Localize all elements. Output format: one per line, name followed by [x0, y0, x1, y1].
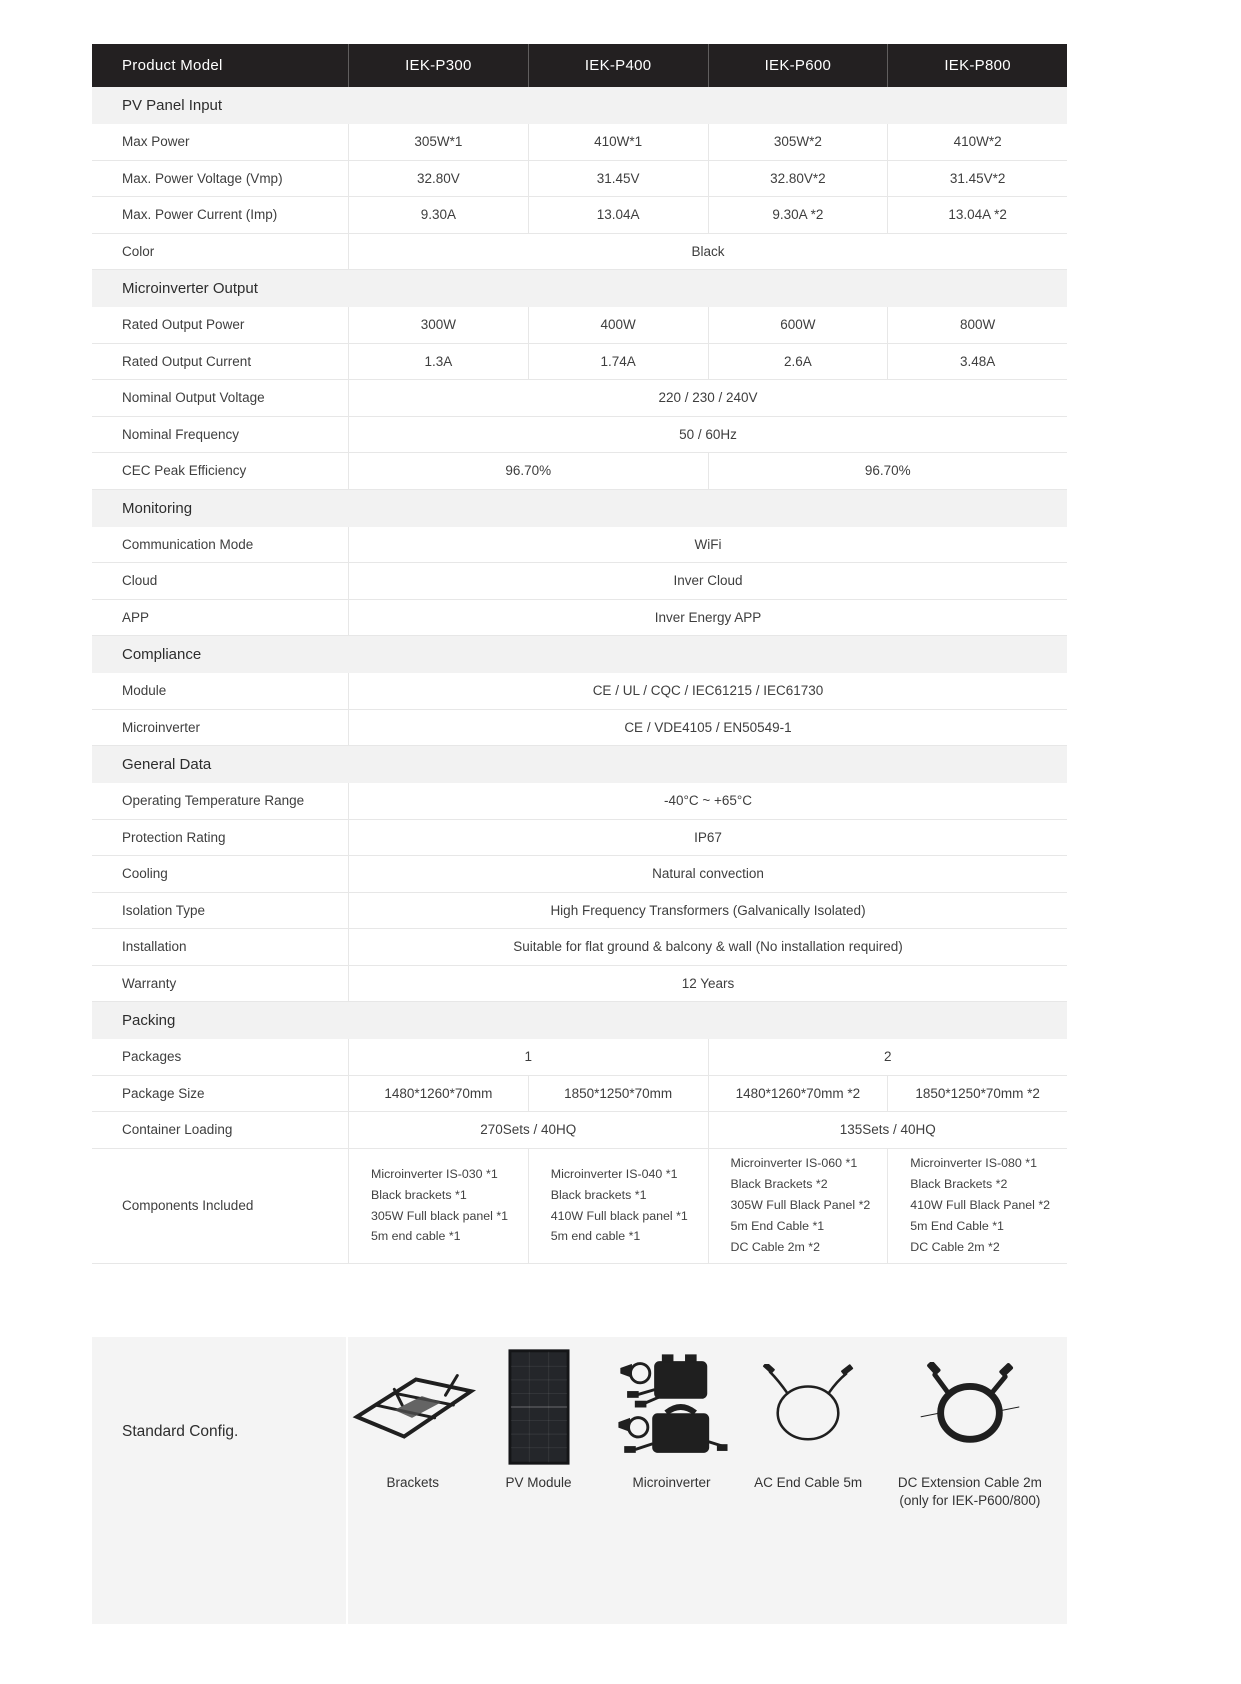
component-line: Microinverter IS-030 *1	[371, 1166, 498, 1181]
standard-config-section	[92, 1337, 1067, 1624]
spec-value-max-power-voltage-vmp-1: 31.45V	[528, 161, 708, 198]
section-header-compliance: Compliance	[92, 636, 1067, 673]
row-label-max-power-current-imp: Max. Power Current (Imp)	[92, 197, 348, 234]
component-line: Microinverter IS-080 *1	[910, 1156, 1037, 1171]
pv-module-icon	[508, 1345, 570, 1469]
component-line: Microinverter IS-060 *1	[730, 1156, 858, 1171]
row-label-protection-rating: Protection Rating	[92, 820, 348, 857]
components-cell-components-included-3	[887, 1149, 1067, 1264]
row-label-nominal-frequency: Nominal Frequency	[92, 417, 348, 454]
spec-value-rated-output-current-3: 3.48A	[887, 344, 1067, 381]
spec-value-max-power-voltage-vmp-0: 32.80V	[348, 161, 528, 198]
spec-value-rated-output-power-1: 400W	[528, 307, 708, 344]
section-header-microinverter-output: Microinverter Output	[92, 270, 1067, 307]
spec-value-max-power-current-imp-3: 13.04A *2	[887, 197, 1067, 234]
microinverter-icon	[616, 1345, 728, 1469]
component-line: Black brackets *1	[371, 1187, 467, 1202]
spec-value-rated-output-current-1: 1.74A	[528, 344, 708, 381]
spec-value-max-power-voltage-vmp-2: 32.80V*2	[708, 161, 888, 198]
spec-value-microinverter-0: CE / VDE4105 / EN50549-1	[348, 710, 1067, 747]
spec-value-module-0: CE / UL / CQC / IEC61215 / IEC61730	[348, 673, 1067, 710]
spec-value-package-size-3: 1850*1250*70mm *2	[887, 1076, 1067, 1113]
config-item-caption: Microinverter	[632, 1475, 711, 1490]
row-label-isolation-type: Isolation Type	[92, 893, 348, 930]
spec-value-cloud-0: Inver Cloud	[348, 563, 1067, 600]
spec-value-operating-temperature-range-0: -40°C ~ +65°C	[348, 783, 1067, 820]
config-item-pv-module	[477, 1345, 599, 1490]
spec-value-nominal-output-voltage-0: 220 / 230 / 240V	[348, 380, 1067, 417]
spec-table	[92, 44, 1067, 1264]
components-cell-components-included-0	[348, 1149, 528, 1264]
spec-value-max-power-3: 410W*2	[887, 124, 1067, 161]
spec-value-nominal-frequency-0: 50 / 60Hz	[348, 417, 1067, 454]
row-label-cloud: Cloud	[92, 563, 348, 600]
component-line: 5m end cable *1	[550, 1229, 641, 1244]
row-label-color: Color	[92, 234, 348, 271]
row-label-communication-mode: Communication Mode	[92, 527, 348, 564]
row-label-warranty: Warranty	[92, 966, 348, 1003]
config-item-caption: Brackets	[386, 1475, 439, 1490]
brackets-icon	[349, 1345, 477, 1469]
row-label-rated-output-power: Rated Output Power	[92, 307, 348, 344]
spec-value-container-loading-0: 270Sets / 40HQ	[348, 1112, 708, 1149]
spec-value-isolation-type-0: High Frequency Transformers (Galvanically Isolated)	[348, 893, 1067, 930]
spec-value-rated-output-power-2: 600W	[708, 307, 888, 344]
spec-value-warranty-0: 12 Years	[348, 966, 1067, 1003]
spec-value-cec-peak-efficiency-0: 96.70%	[348, 453, 708, 490]
spec-value-package-size-0: 1480*1260*70mm	[348, 1076, 528, 1113]
section-header-monitoring: Monitoring	[92, 490, 1067, 527]
section-header-packing: Packing	[92, 1002, 1067, 1039]
row-label-operating-temperature-range: Operating Temperature Range	[92, 783, 348, 820]
spec-value-max-power-2: 305W*2	[708, 124, 888, 161]
config-item-caption: AC End Cable 5m	[754, 1475, 863, 1490]
row-label-packages: Packages	[92, 1039, 348, 1076]
spec-value-rated-output-current-0: 1.3A	[348, 344, 528, 381]
component-line: Black Brackets *2	[730, 1177, 828, 1192]
spec-value-package-size-1: 1850*1250*70mm	[528, 1076, 708, 1113]
component-line: 305W Full Black Panel *2	[730, 1198, 871, 1213]
config-item-microinverter	[600, 1345, 744, 1490]
component-line: DC Cable 2m *2	[910, 1239, 1000, 1254]
spec-value-max-power-voltage-vmp-3: 31.45V*2	[887, 161, 1067, 198]
config-item-caption: PV Module	[505, 1475, 572, 1490]
row-label-rated-output-current: Rated Output Current	[92, 344, 348, 381]
component-line: 410W Full Black Panel *2	[910, 1198, 1051, 1213]
spec-value-max-power-current-imp-0: 9.30A	[348, 197, 528, 234]
config-item-note: (only for IEK-P600/800)	[899, 1493, 1041, 1508]
config-item-caption: DC Extension Cable 2m	[897, 1475, 1042, 1490]
spec-value-cooling-0: Natural convection	[348, 856, 1067, 893]
row-label-nominal-output-voltage: Nominal Output Voltage	[92, 380, 348, 417]
section-header-pv-panel-input: PV Panel Input	[92, 87, 1067, 124]
ac-end-cable-icon	[757, 1345, 859, 1469]
spec-value-max-power-current-imp-1: 13.04A	[528, 197, 708, 234]
component-line: Black brackets *1	[550, 1187, 647, 1202]
spec-value-rated-output-power-0: 300W	[348, 307, 528, 344]
row-label-app: APP	[92, 600, 348, 637]
row-label-container-loading: Container Loading	[92, 1112, 348, 1149]
spec-value-protection-rating-0: IP67	[348, 820, 1067, 857]
component-line: 5m end cable *1	[371, 1229, 461, 1244]
component-line: 410W Full black panel *1	[550, 1208, 688, 1223]
spec-value-package-size-2: 1480*1260*70mm *2	[708, 1076, 888, 1113]
spec-value-max-power-1: 410W*1	[528, 124, 708, 161]
component-line: 5m End Cable *1	[730, 1218, 825, 1233]
spec-value-communication-mode-0: WiFi	[348, 527, 1067, 564]
spec-value-container-loading-1: 135Sets / 40HQ	[708, 1112, 1068, 1149]
column-header-iek-p400: IEK-P400	[528, 44, 708, 87]
column-header-product-model: Product Model	[92, 44, 348, 87]
config-item-brackets	[348, 1345, 477, 1490]
row-label-package-size: Package Size	[92, 1076, 348, 1113]
component-line: 5m End Cable *1	[910, 1218, 1004, 1233]
column-header-iek-p600: IEK-P600	[708, 44, 888, 87]
component-line: DC Cable 2m *2	[730, 1239, 821, 1254]
column-header-iek-p300: IEK-P300	[348, 44, 528, 87]
spec-value-cec-peak-efficiency-1: 96.70%	[708, 453, 1068, 490]
spec-value-installation-0: Suitable for flat ground & balcony & wall (No installation required)	[348, 929, 1067, 966]
config-item-dc-extension-cable-2m	[873, 1345, 1067, 1508]
row-label-microinverter: Microinverter	[92, 710, 348, 747]
spec-value-max-power-current-imp-2: 9.30A *2	[708, 197, 888, 234]
row-label-max-power-voltage-vmp: Max. Power Voltage (Vmp)	[92, 161, 348, 198]
components-cell-components-included-2	[708, 1149, 888, 1264]
spec-value-packages-1: 2	[708, 1039, 1068, 1076]
spec-value-packages-0: 1	[348, 1039, 708, 1076]
row-label-module: Module	[92, 673, 348, 710]
column-header-iek-p800: IEK-P800	[887, 44, 1067, 87]
standard-config-label: Standard Config.	[122, 1423, 239, 1440]
dc-extension-cable-icon	[918, 1345, 1022, 1469]
component-line: 305W Full black panel *1	[371, 1208, 509, 1223]
component-line: Black Brackets *2	[910, 1177, 1008, 1192]
row-label-max-power: Max Power	[92, 124, 348, 161]
standard-config-items	[348, 1337, 1067, 1624]
spec-value-color-0: Black	[348, 234, 1067, 271]
component-line: Microinverter IS-040 *1	[550, 1166, 678, 1181]
spec-value-rated-output-current-2: 2.6A	[708, 344, 888, 381]
row-label-installation: Installation	[92, 929, 348, 966]
section-header-general-data: General Data	[92, 746, 1067, 783]
row-label-cec-peak-efficiency: CEC Peak Efficiency	[92, 453, 348, 490]
spec-value-app-0: Inver Energy APP	[348, 600, 1067, 637]
components-cell-components-included-1	[528, 1149, 708, 1264]
spec-value-rated-output-power-3: 800W	[887, 307, 1067, 344]
row-label-cooling: Cooling	[92, 856, 348, 893]
spec-value-max-power-0: 305W*1	[348, 124, 528, 161]
config-item-ac-end-cable-5m	[743, 1345, 872, 1490]
row-label-components-included: Components Included	[92, 1149, 348, 1264]
standard-config-label-cell	[92, 1337, 348, 1624]
